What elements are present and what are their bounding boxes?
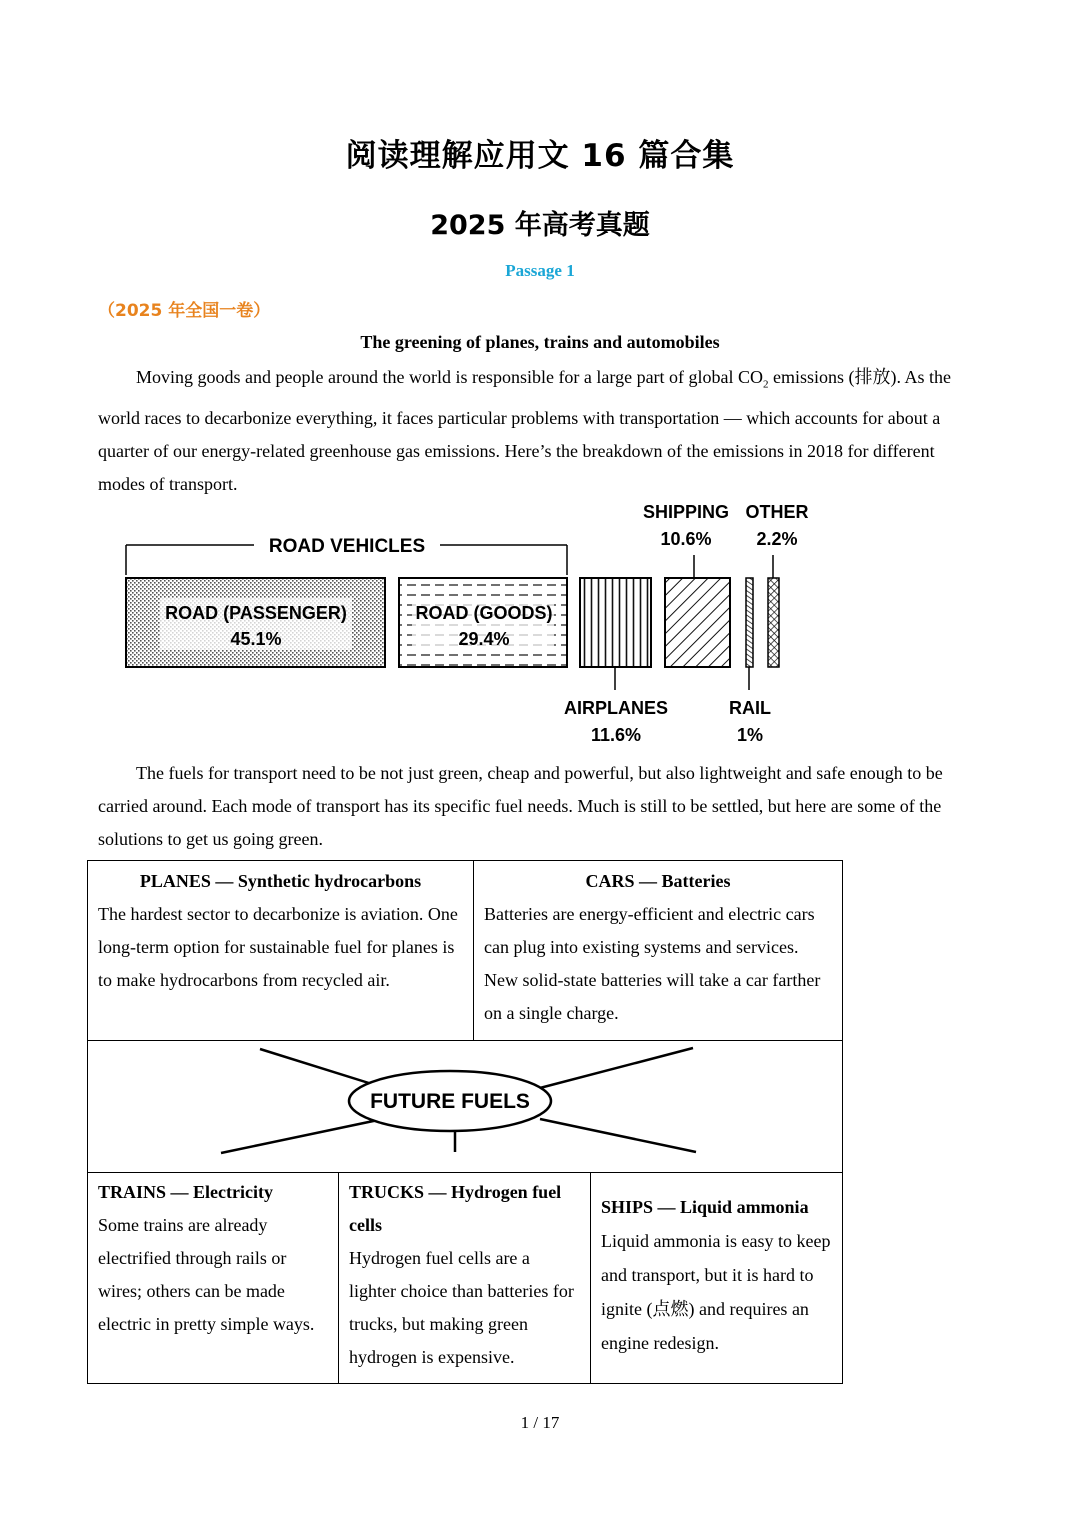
cell-planes bbox=[88, 865, 473, 1040]
planes-body: The hardest sector to decarbonize is aviation. One long-term option for sustainable fuel for planes is to make hydrocarbons from recycled air. bbox=[98, 904, 458, 990]
trains-body: Some trains are already electrified through rails or wires; others can be made electric in pretty simple ways. bbox=[98, 1215, 315, 1334]
value-rail: 1% bbox=[736, 725, 764, 745]
label-road-goods: ROAD (GOODS) bbox=[415, 603, 553, 623]
trucks-head: TRUCKS — Hydrogen fuel cells bbox=[349, 1182, 562, 1235]
value-shipping: 10.6% bbox=[660, 529, 712, 549]
document-title: 阅读理解应用文 16 篇合集 bbox=[345, 138, 735, 174]
ships-body: Liquid ammonia is easy to keep and transport, but it is hard to ignite (点燃) and requires an engine redesign. bbox=[601, 1231, 831, 1353]
source-label: （2025 年全国一卷） bbox=[98, 301, 271, 321]
trucks-body: Hydrogen fuel cells are a lighter choice than batteries for trucks, but making green hydrogen is expensive. bbox=[349, 1248, 574, 1367]
cars-head: CARS — Batteries bbox=[585, 871, 731, 891]
planes-head: PLANES — Synthetic hydrocarbons bbox=[139, 871, 422, 891]
label-road-passenger: ROAD (PASSENGER) bbox=[165, 603, 347, 623]
label-rail: RAIL bbox=[729, 698, 771, 718]
value-airplanes: 11.6% bbox=[590, 725, 642, 745]
emissions-chart bbox=[0, 495, 1080, 750]
ships-head: SHIPS — Liquid ammonia bbox=[601, 1197, 809, 1217]
bar-other bbox=[768, 578, 779, 667]
value-other: 2.2% bbox=[756, 529, 798, 549]
cell-trains bbox=[88, 1176, 338, 1383]
bar-airplanes bbox=[580, 578, 651, 667]
co2-subscript: 2 bbox=[763, 378, 769, 391]
future-fuels-table bbox=[87, 860, 843, 1384]
label-shipping: SHIPPING bbox=[642, 502, 730, 522]
label-other: OTHER bbox=[745, 502, 809, 522]
passage-label: Passage 1 bbox=[505, 261, 575, 280]
bar-rail bbox=[746, 578, 753, 667]
trains-head: TRAINS — Electricity bbox=[98, 1182, 273, 1202]
cars-body: Batteries are energy-efficient and electric cars can plug into existing systems and services. New solid-state batteries will take a car farther on a single charge. bbox=[484, 904, 821, 1023]
intro-paragraph bbox=[98, 361, 978, 501]
future-fuels-diagram bbox=[88, 1041, 842, 1172]
cell-trucks bbox=[339, 1176, 590, 1383]
future-fuels-label: FUTURE FUELS bbox=[370, 1090, 530, 1113]
article-title: The greening of planes, trains and automobiles bbox=[360, 332, 720, 352]
value-road-passenger: 45.1% bbox=[230, 629, 282, 649]
fuels-paragraph: The fuels for transport need to be not just green, cheap and powerful, but also lightweight and safe enough to be carried around. Each mode of transport has its specific fuel needs. Much is still to be settled, but here are some of the solutions to get us going green. bbox=[98, 763, 943, 849]
intro-text-a: Moving goods and people around the world is responsible for a large part of global CO bbox=[136, 367, 764, 387]
cell-ships bbox=[591, 1190, 842, 1383]
bar-shipping bbox=[665, 578, 730, 667]
value-road-goods: 29.4% bbox=[458, 629, 510, 649]
road-vehicles-label: ROAD VEHICLES bbox=[268, 536, 426, 557]
section-title: 2025 年高考真题 bbox=[430, 210, 650, 241]
cell-cars bbox=[474, 865, 842, 1040]
label-airplanes: AIRPLANES bbox=[563, 698, 669, 718]
intro-text-b: emissions (排放). As the world races to decarbonize everything, it faces particular problems with transportation — which accounts for about a quarter of our energy-related greenhouse gas emissions. Here’s the breakdown of the emissions in 2018 for different modes of transport. bbox=[98, 367, 952, 494]
page-number: 1 / 17 bbox=[520, 1413, 560, 1432]
